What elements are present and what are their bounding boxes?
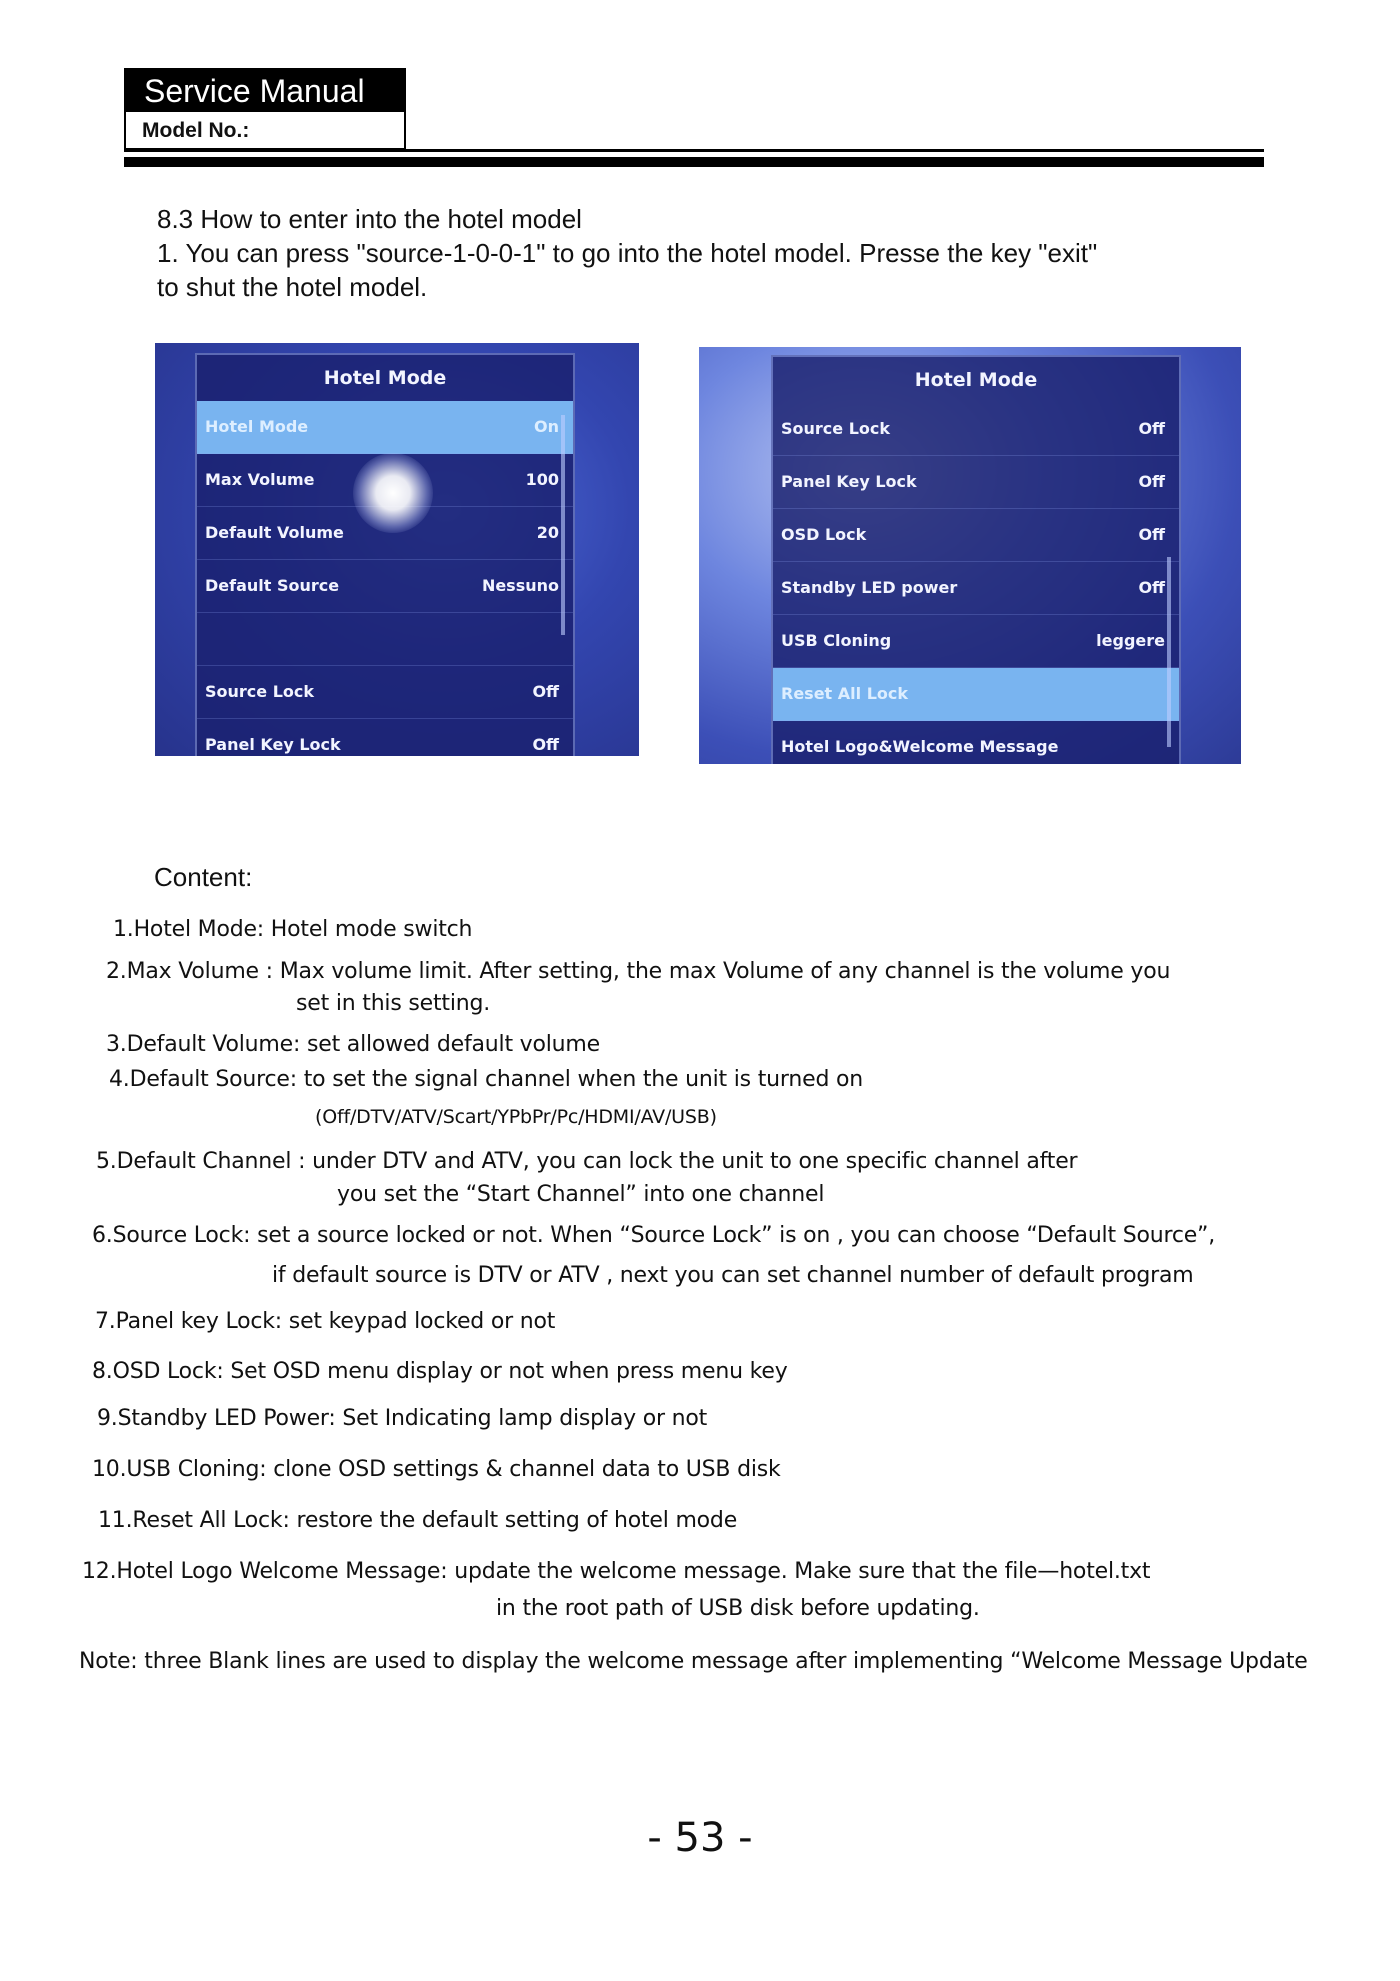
menu-scrollbar [561, 415, 565, 635]
intro-line-1: 1. You can press "source-1-0-0-1" to go into the hotel model. Presse the key "exit" [157, 238, 1098, 268]
menu-row-source-lock [773, 403, 1179, 456]
header-box [124, 68, 406, 150]
page-number: - 53 - [647, 1815, 753, 1861]
menu-row-value: Off [532, 735, 559, 754]
content-item-2-line-1: 2.Max Volume : Max volume limit. After setting, the max Volume of any channel is the volume you [106, 959, 1171, 984]
menu-row-value: Off [532, 682, 559, 701]
content-item-4-line-1: 4.Default Source: to set the signal channel when the unit is turned on [109, 1067, 864, 1092]
menu-row-standby-led-power [773, 562, 1179, 615]
menu-row-value: Off [1138, 472, 1165, 491]
menu-row-value: On [534, 417, 559, 436]
menu-row-label: Hotel Mode [205, 417, 309, 436]
menu-row-label: Panel Key Lock [781, 472, 917, 491]
menu-row-blank [197, 613, 573, 666]
content-item-7: 7.Panel key Lock: set keypad locked or not [95, 1309, 556, 1334]
content-item-11: 11.Reset All Lock: restore the default setting of hotel mode [98, 1508, 738, 1533]
menu-row-usb-cloning [773, 615, 1179, 668]
menu-row-label: OSD Lock [781, 525, 867, 544]
menu-row-value: Off [1138, 578, 1165, 597]
menu-row-value: 100 [525, 470, 559, 489]
menu-row-label: Source Lock [205, 682, 315, 701]
content-item-2-line-2: set in this setting. [296, 991, 491, 1016]
menu-row-label: Max Volume [205, 470, 315, 489]
content-item-9: 9.Standby LED Power: Set Indicating lamp display or not [97, 1406, 708, 1431]
content-heading: Content: [154, 862, 253, 892]
menu-row-value: Nessuno [481, 576, 559, 595]
menu-row-reset-all-lock [773, 668, 1179, 721]
content-item-10: 10.USB Cloning: clone OSD settings & channel data to USB disk [92, 1457, 781, 1482]
manual-title: Service Manual [126, 70, 404, 112]
hotel-mode-screenshot-1 [155, 343, 639, 756]
content-item-3: 3.Default Volume: set allowed default volume [106, 1032, 600, 1057]
menu-row-value: 20 [536, 523, 559, 542]
intro-line-2: to shut the hotel model. [157, 272, 428, 302]
menu-row-label: Reset All Lock [781, 684, 908, 703]
menu-title: Hotel Mode [323, 367, 447, 389]
content-item-4-line-2: (Off/DTV/ATV/Scart/YPbPr/Pc/HDMI/AV/USB) [315, 1106, 717, 1128]
content-item-6-line-2: if default source is DTV or ATV , next you can set channel number of default program [272, 1263, 1194, 1288]
hotel-mode-menu-1 [195, 353, 575, 756]
content-item-5-line-1: 5.Default Channel : under DTV and ATV, you can lock the unit to one specific channel after [96, 1149, 1078, 1174]
menu-row-label: Default Source [205, 576, 340, 595]
menu-row-hotel-mode [197, 401, 573, 454]
content-note: Note: three Blank lines are used to display the welcome message after implementing “Welcome Message Update [79, 1649, 1308, 1674]
menu-row-panel-key-lock [773, 456, 1179, 509]
header-rule-thick [124, 157, 1264, 167]
menu-row-default-source [197, 560, 573, 613]
menu-row-value: Off [1138, 419, 1165, 438]
menu-row-hotel-logo-welcome-message [773, 721, 1179, 764]
hotel-mode-screenshot-2 [699, 347, 1241, 764]
camera-flash-glare [353, 453, 433, 533]
section-title: 8.3 How to enter into the hotel model [157, 204, 582, 234]
intro-section [157, 202, 1237, 304]
model-number-label: Model No.: [142, 119, 250, 142]
menu-row-label: Hotel Logo&Welcome Message [781, 737, 1059, 756]
menu-title: Hotel Mode [914, 369, 1038, 391]
menu-row-source-lock [197, 666, 573, 719]
menu-row-label: Default Volume [205, 523, 344, 542]
header-rule-thin [124, 149, 1264, 152]
hotel-mode-menu-2 [771, 355, 1181, 764]
menu-row-label: USB Cloning [781, 631, 892, 650]
content-item-1: 1.Hotel Mode: Hotel mode switch [113, 917, 473, 942]
menu-row-label: Source Lock [781, 419, 891, 438]
content-item-12-line-1: 12.Hotel Logo Welcome Message: update the welcome message. Make sure that the file—hotel.txt [82, 1559, 1151, 1584]
menu-row-panel-key-lock [197, 719, 573, 756]
menu-scrollbar [1167, 557, 1171, 747]
content-item-6-line-1: 6.Source Lock: set a source locked or not. When “Source Lock” is on , you can choose “Default Source”, [92, 1223, 1216, 1248]
menu-row-osd-lock [773, 509, 1179, 562]
content-item-5-line-2: you set the “Start Channel” into one channel [337, 1182, 825, 1207]
menu-row-value: Off [1138, 525, 1165, 544]
content-item-8: 8.OSD Lock: Set OSD menu display or not when press menu key [92, 1359, 788, 1384]
menu-row-label: Standby LED power [781, 578, 958, 597]
content-item-12-line-2: in the root path of USB disk before updating. [496, 1596, 980, 1621]
menu-row-label: Panel Key Lock [205, 735, 341, 754]
menu-row-value: leggere [1096, 631, 1165, 650]
